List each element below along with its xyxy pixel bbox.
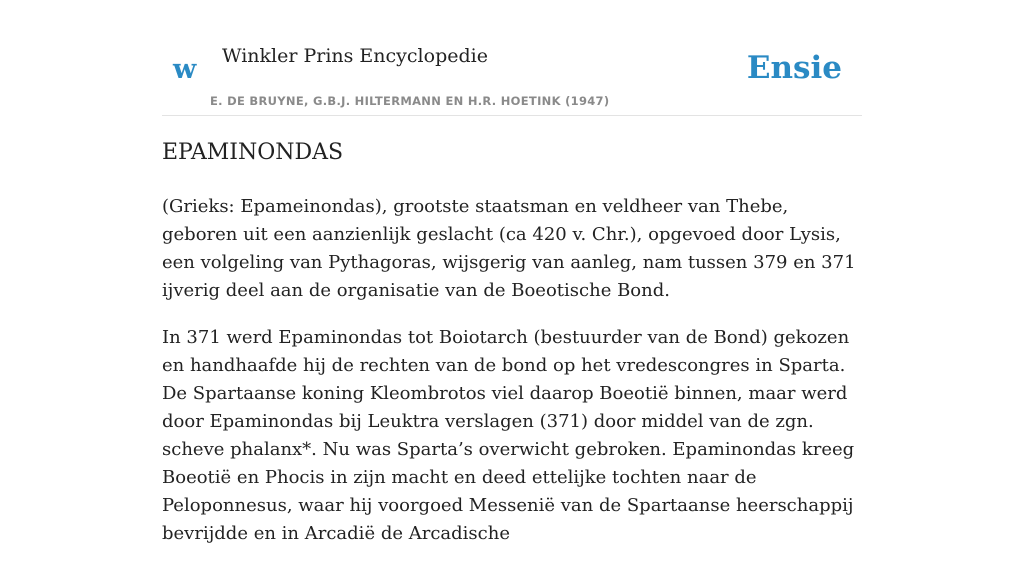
source-title[interactable]: Winkler Prins Encyclopedie [222, 45, 488, 67]
ensie-logo[interactable]: Ensie [746, 50, 842, 86]
winkler-prins-logo-icon[interactable]: w [173, 54, 196, 85]
article-body [162, 193, 862, 567]
article-paragraph: In 371 werd Epaminondas tot Boiotarch (bestuurder van de Bond) gekozen en handhaafde hij de rechten van de bond op het vredescongres in Sparta. De Spartaanse koning Kleombrotos viel daarop Boeotië binnen, maar werd door Epaminondas bij Leuktra verslagen (371) door middel van de zgn. scheve phalanx*. Nu was Sparta’s overwicht gebroken. Epaminondas kreeg Boeotië en Phocis in zijn macht en deed ettelijke tochten naar de Peloponnesus, waar hij voorgoed Messenië van de Spartaanse heerschappij bevrijdde en in Arcadië de Arcadische [162, 327, 855, 544]
article-title: EPAMINONDAS [162, 140, 344, 165]
article-paragraph: (Grieks: Epameinondas), grootste staatsman en veldheer van Thebe, geboren uit een aanzienlijk geslacht (ca 420 v. Chr.), opgevoed door Lysis, een volgeling van Pythagoras, wijsgerig van aanleg, nam tussen 379 en 371 ijverig deel aan de organisatie van de Boeotische Bond. [162, 196, 856, 301]
source-header [162, 36, 862, 116]
source-authors: E. DE BRUYNE, G.B.J. HILTERMANN EN H.R. HOETINK (1947) [210, 94, 610, 108]
